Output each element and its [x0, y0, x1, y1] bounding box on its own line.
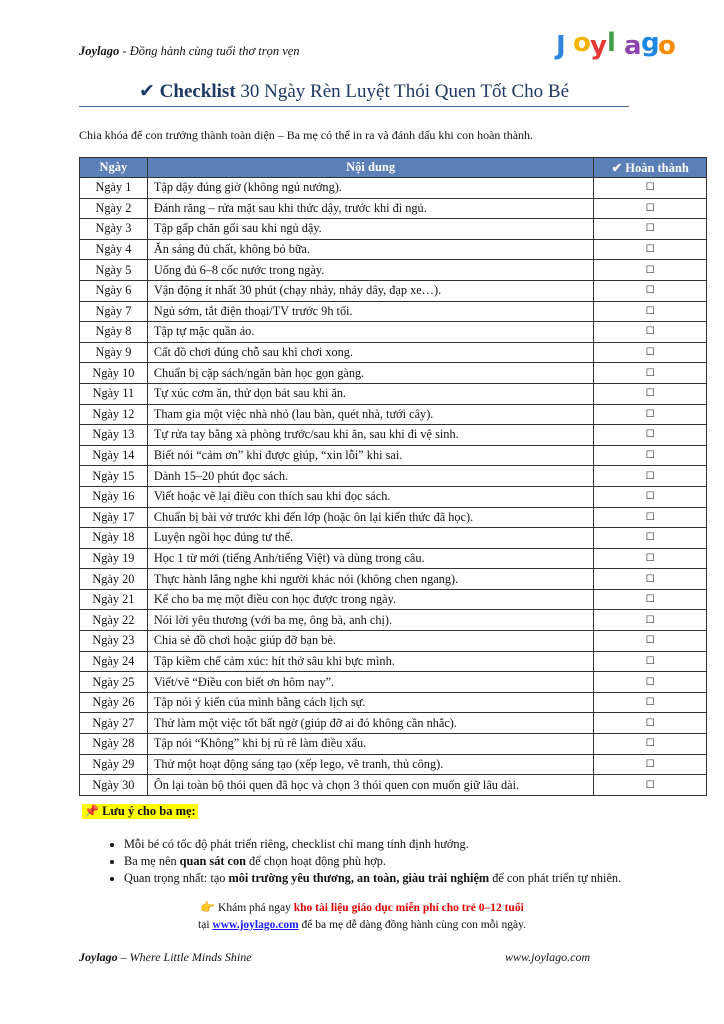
row-day: Ngày 12 [80, 404, 148, 425]
row-day: Ngày 13 [80, 425, 148, 446]
row-day: Ngày 9 [80, 342, 148, 363]
row-day: Ngày 16 [80, 486, 148, 507]
logo-letter: y [590, 31, 607, 61]
checkbox[interactable]: ☐ [594, 775, 707, 796]
pushpin-icon: 📌 [84, 804, 99, 818]
checkbox[interactable]: ☐ [594, 651, 707, 672]
logo-letter: o [573, 28, 591, 58]
title-divider [79, 106, 629, 107]
checkbox[interactable]: ☐ [594, 734, 707, 755]
footer-url: www.joylago.com [505, 950, 591, 964]
footer-brand-name: Joylago [79, 950, 118, 964]
cta-text: để ba mẹ dễ dàng đồng hành cùng con mỗi ngày. [298, 919, 526, 931]
table-row [80, 466, 707, 487]
table-header-row [80, 158, 707, 178]
row-task: Thử một hoạt động sáng tạo (xếp lego, vẽ tranh, thủ công). [147, 754, 594, 775]
row-day: Ngày 21 [80, 589, 148, 610]
checkbox[interactable]: ☐ [594, 198, 707, 219]
checkbox[interactable]: ☐ [594, 178, 707, 199]
row-task: Uống đủ 6–8 cốc nước trong ngày. [147, 260, 594, 281]
row-day: Ngày 7 [80, 301, 148, 322]
website-link[interactable]: www.joylago.com [212, 919, 299, 931]
row-task: Tập kiềm chế cảm xúc: hít thở sâu khi bực mình. [147, 651, 594, 672]
table-row [80, 342, 707, 363]
note-item [124, 853, 684, 869]
checkbox[interactable]: ☐ [594, 425, 707, 446]
row-day: Ngày 15 [80, 466, 148, 487]
header-content: Nội dung [147, 158, 594, 178]
checkbox[interactable]: ☐ [594, 260, 707, 281]
row-day: Ngày 25 [80, 672, 148, 693]
row-task: Chuẩn bị cặp sách/ngăn bàn học gọn gàng. [147, 363, 594, 384]
row-task: Tập tự mặc quần áo. [147, 322, 594, 343]
table-row [80, 610, 707, 631]
table-row [80, 734, 707, 755]
header-done: ✔ Hoàn thành [594, 158, 707, 178]
checkbox[interactable]: ☐ [594, 280, 707, 301]
table-row [80, 178, 707, 199]
logo-letter: o [658, 31, 676, 61]
checkbox[interactable]: ☐ [594, 239, 707, 260]
note-text: Quan trọng nhất: tạo [124, 871, 229, 885]
table-row [80, 383, 707, 404]
row-task: Ăn sáng đủ chất, không bỏ bữa. [147, 239, 594, 260]
checkbox[interactable]: ☐ [594, 610, 707, 631]
row-task: Thử làm một việc tốt bất ngờ (giúp đỡ ai đó không cần nhắc). [147, 713, 594, 734]
row-day: Ngày 30 [80, 775, 148, 796]
row-task: Luyện ngồi học đúng tư thế. [147, 528, 594, 549]
call-to-action [0, 899, 724, 934]
notes-heading-text: Lưu ý cho ba mẹ: [98, 804, 196, 818]
cta-line-1 [0, 899, 724, 917]
checkbox[interactable]: ☐ [594, 507, 707, 528]
note-item [124, 870, 684, 886]
row-day: Ngày 5 [80, 260, 148, 281]
row-day: Ngày 2 [80, 198, 148, 219]
row-day: Ngày 1 [80, 178, 148, 199]
row-task: Tập nói “Không” khi bị rủ rê làm điều xấu. [147, 734, 594, 755]
table-row [80, 486, 707, 507]
row-task: Tham gia một việc nhà nhỏ (lau bàn, quét nhà, tưới cây). [147, 404, 594, 425]
row-day: Ngày 23 [80, 631, 148, 652]
cta-text: Khám phá ngay [215, 902, 294, 914]
row-task: Tập nói ý kiến của mình bằng cách lịch sự. [147, 692, 594, 713]
table-row [80, 404, 707, 425]
page-title [79, 80, 629, 103]
table-row [80, 260, 707, 281]
table-row [80, 363, 707, 384]
table-row [80, 754, 707, 775]
note-emphasis: môi trường yêu thương, an toàn, giàu trải nghiệm [228, 871, 490, 885]
checkbox[interactable]: ☐ [594, 672, 707, 693]
table-row [80, 507, 707, 528]
checkbox[interactable]: ☐ [594, 219, 707, 240]
table-row [80, 528, 707, 549]
table-row [80, 219, 707, 240]
row-task: Thực hành lắng nghe khi người khác nói (không chen ngang). [147, 569, 594, 590]
brand-tagline: - Đồng hành cùng tuổi thơ trọn vẹn [119, 44, 300, 58]
cta-line-2 [0, 917, 724, 934]
row-day: Ngày 19 [80, 548, 148, 569]
logo-letter: g [641, 28, 660, 58]
row-task: Chia sẻ đồ chơi hoặc giúp đỡ bạn bè. [147, 631, 594, 652]
table-row [80, 548, 707, 569]
row-day: Ngày 28 [80, 734, 148, 755]
checkbox[interactable]: ☐ [594, 631, 707, 652]
table-row [80, 280, 707, 301]
note-item [124, 836, 684, 852]
checkbox[interactable]: ☐ [594, 528, 707, 549]
title-rest: 30 Ngày Rèn Luyệt Thói Quen Tốt Cho Bé [235, 81, 570, 102]
table-row [80, 445, 707, 466]
row-day: Ngày 14 [80, 445, 148, 466]
brand-name: Joylago [79, 44, 120, 58]
cta-highlight: kho tài liệu giáo dục miễn phí cho trẻ 0–12 tuổi [293, 902, 524, 914]
row-day: Ngày 27 [80, 713, 148, 734]
table-row [80, 775, 707, 796]
row-task: Nói lời yêu thương (với ba mẹ, ông bà, anh chị). [147, 610, 594, 631]
row-day: Ngày 20 [80, 569, 148, 590]
title-bold: Checklist [159, 81, 236, 102]
row-day: Ngày 3 [80, 219, 148, 240]
row-task: Ngủ sớm, tắt điện thoại/TV trước 9h tối. [147, 301, 594, 322]
checkbox[interactable]: ☐ [594, 445, 707, 466]
table-row [80, 589, 707, 610]
checkbox[interactable]: ☐ [594, 404, 707, 425]
checkbox[interactable]: ☐ [594, 322, 707, 343]
table-row [80, 425, 707, 446]
checkbox[interactable]: ☐ [594, 569, 707, 590]
row-task: Tập dậy đúng giờ (không ngủ nướng). [147, 178, 594, 199]
checkbox[interactable]: ☐ [594, 548, 707, 569]
table-row [80, 631, 707, 652]
intro-text: Chia khóa để con trưởng thành toàn diện – Ba mẹ có thể in ra và đánh dấu khi con hoàn thành. [79, 128, 534, 142]
checkbox[interactable]: ☐ [594, 713, 707, 734]
table-row [80, 713, 707, 734]
row-task: Ôn lại toàn bộ thói quen đã học và chọn 3 thói quen con muốn giữ lâu dài. [147, 775, 594, 796]
table-row [80, 239, 707, 260]
row-task: Viết hoặc vẽ lại điều con thích sau khi đọc sách. [147, 486, 594, 507]
row-day: Ngày 6 [80, 280, 148, 301]
row-day: Ngày 18 [80, 528, 148, 549]
table-row [80, 198, 707, 219]
checkbox[interactable]: ☐ [594, 301, 707, 322]
row-task: Chuẩn bị bài vở trước khi đến lớp (hoặc ôn lại kiến thức đã học). [147, 507, 594, 528]
table-row [80, 651, 707, 672]
table-row [80, 692, 707, 713]
logo-letter: J [556, 31, 566, 61]
checkbox[interactable]: ☐ [594, 589, 707, 610]
notes-heading [82, 804, 198, 819]
check-icon: ✔ [138, 81, 155, 102]
checkbox[interactable]: ☐ [594, 383, 707, 404]
footer-slogan: – Where Little Minds Shine [117, 950, 252, 964]
row-day: Ngày 26 [80, 692, 148, 713]
row-task: Cất đồ chơi đúng chỗ sau khi chơi xong. [147, 342, 594, 363]
row-task: Dành 15–20 phút đọc sách. [147, 466, 594, 487]
row-task: Tự xúc cơm ăn, thử dọn bát sau khi ăn. [147, 383, 594, 404]
table-row [80, 569, 707, 590]
header-day: Ngày [80, 158, 148, 178]
table-row [80, 322, 707, 343]
checkbox[interactable]: ☐ [594, 486, 707, 507]
row-day: Ngày 4 [80, 239, 148, 260]
checkbox[interactable]: ☐ [594, 363, 707, 384]
checkbox[interactable]: ☐ [594, 692, 707, 713]
checkbox[interactable]: ☐ [594, 342, 707, 363]
note-emphasis: quan sát con [179, 854, 246, 868]
row-task: Tập gấp chăn gối sau khi ngủ dậy. [147, 219, 594, 240]
footer-brand [79, 950, 252, 965]
row-day: Ngày 17 [80, 507, 148, 528]
notes-list [102, 836, 684, 887]
checkbox[interactable]: ☐ [594, 754, 707, 775]
row-task: Viết/vẽ “Điều con biết ơn hôm nay”. [147, 672, 594, 693]
header-brand [79, 44, 300, 59]
logo-letter: a [624, 31, 642, 61]
checklist-table [79, 157, 707, 796]
cta-text: tại [198, 919, 213, 931]
pointing-hand-icon: 👉 [200, 900, 216, 914]
row-task: Vận động ít nhất 30 phút (chạy nhảy, nhảy dây, đạp xe…). [147, 280, 594, 301]
row-task: Đánh răng – rửa mặt sau khi thức dậy, trước khi đi ngủ. [147, 198, 594, 219]
note-text: để con phát triển tự nhiên. [489, 871, 622, 885]
row-task: Kể cho ba mẹ một điều con học được trong ngày. [147, 589, 594, 610]
row-day: Ngày 29 [80, 754, 148, 775]
logo-letter: l [607, 28, 616, 58]
joylago-logo [552, 26, 676, 62]
note-text: Mỗi bé có tốc độ phát triển riêng, checklist chỉ mang tính định hướng. [124, 837, 469, 851]
note-text: để chọn hoạt động phù hợp. [245, 854, 387, 868]
note-text: Ba mẹ nên [124, 854, 180, 868]
table-row [80, 672, 707, 693]
table-row [80, 301, 707, 322]
checkbox[interactable]: ☐ [594, 466, 707, 487]
row-day: Ngày 8 [80, 322, 148, 343]
row-task: Biết nói “cảm ơn” khi được giúp, “xin lỗi” khi sai. [147, 445, 594, 466]
row-day: Ngày 22 [80, 610, 148, 631]
row-day: Ngày 11 [80, 383, 148, 404]
row-task: Học 1 từ mới (tiếng Anh/tiếng Việt) và dùng trong câu. [147, 548, 594, 569]
row-day: Ngày 10 [80, 363, 148, 384]
row-task: Tự rửa tay bằng xà phòng trước/sau khi ăn, sau khi đi vệ sinh. [147, 425, 594, 446]
row-day: Ngày 24 [80, 651, 148, 672]
